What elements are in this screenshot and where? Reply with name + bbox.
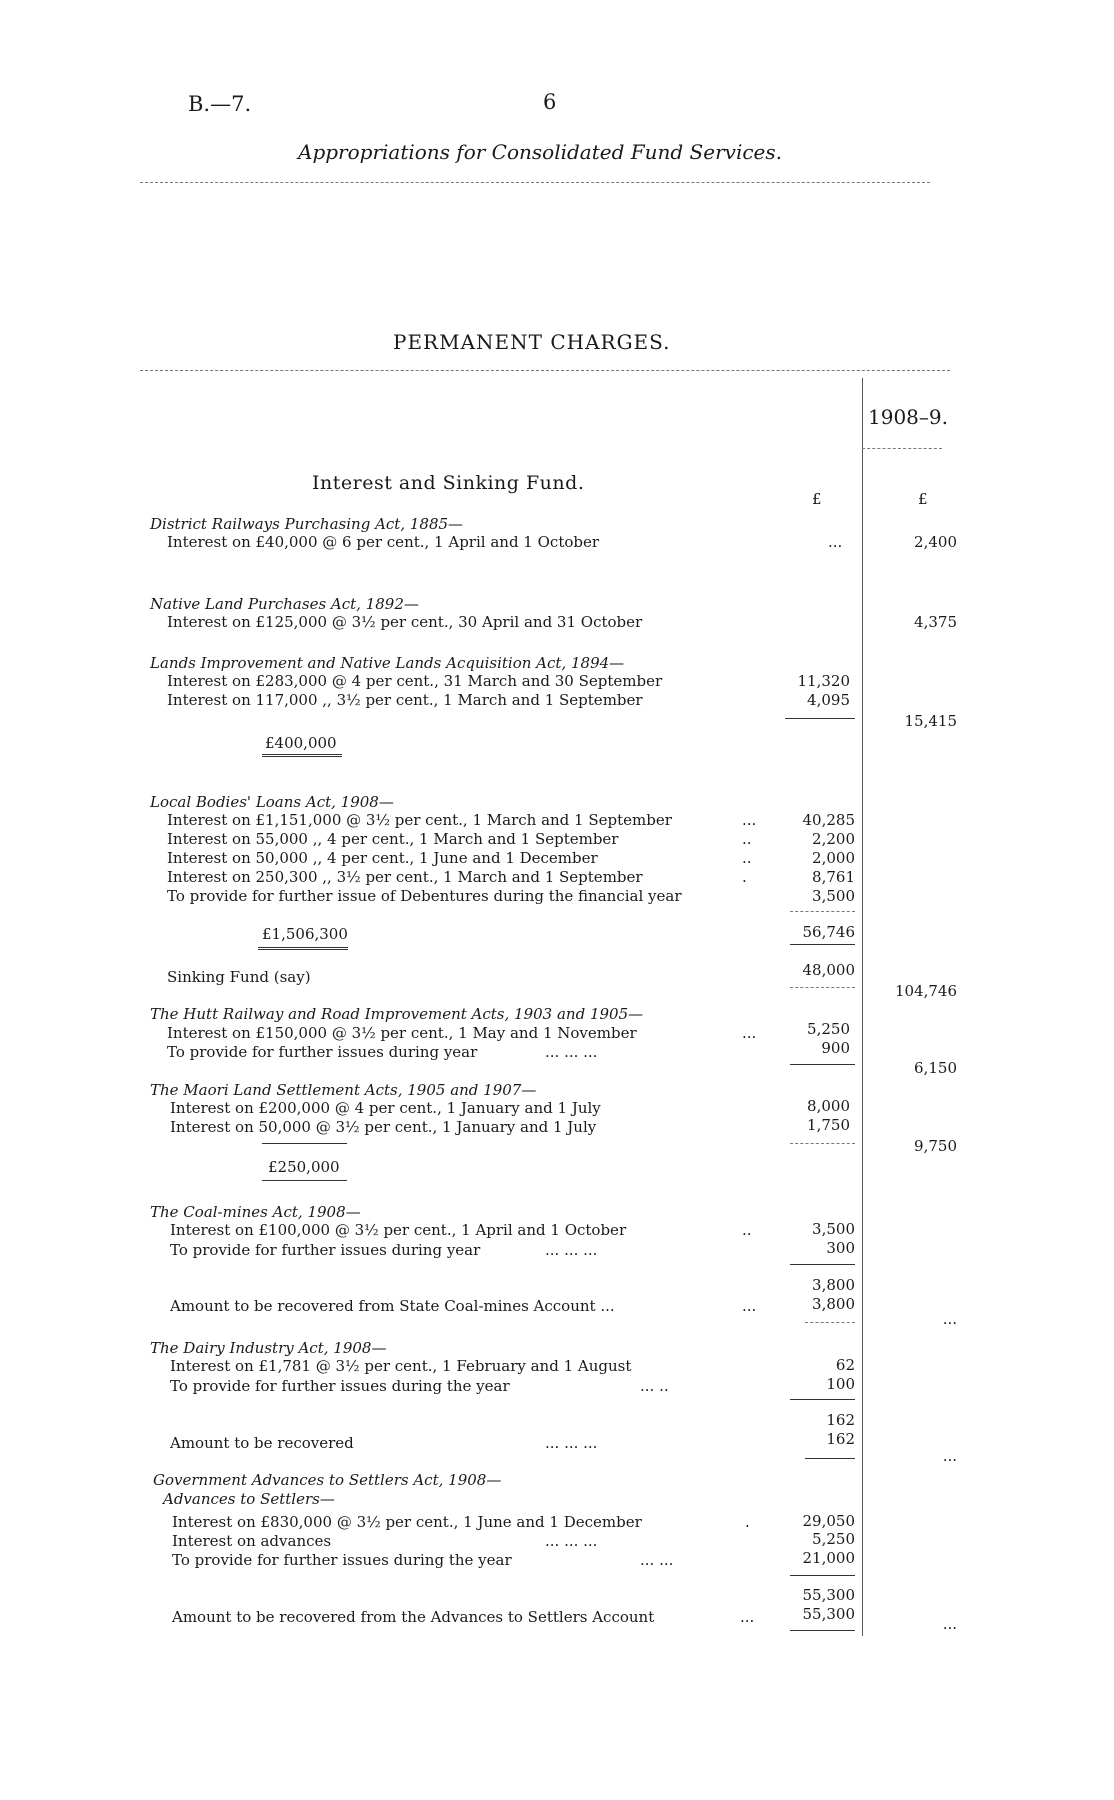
column-divider	[862, 378, 863, 1636]
s9-line-3: To provide for further issues during the year	[172, 1551, 512, 1569]
s7-subtotal: 3,800	[812, 1276, 855, 1294]
s1-title: District Railways Purchasing Act, 1885—	[150, 515, 464, 533]
s7-dots-1: ..	[742, 1221, 752, 1239]
s4-sum-rule	[258, 947, 348, 953]
s9-recovered: Amount to be recovered from the Advances to Settlers Account	[172, 1608, 655, 1626]
s8-recovered-dots: ... ... ...	[545, 1434, 598, 1452]
s6-amount-1: 8,000	[807, 1097, 850, 1115]
s4-total: 104,746	[894, 982, 957, 1000]
currency-left: £	[812, 490, 822, 508]
s8-recovered: Amount to be recovered	[170, 1434, 354, 1452]
s9-dots-3: ... ...	[640, 1551, 674, 1569]
s8-title: The Dairy Industry Act, 1908—	[150, 1339, 387, 1357]
s9-amount-3: 21,000	[802, 1549, 855, 1567]
s8-line-1: Interest on £1,781 @ 3½ per cent., 1 February and 1 August	[170, 1357, 632, 1375]
heading-rule	[140, 370, 950, 371]
s3-rule	[785, 718, 855, 719]
s9-rule	[790, 1575, 855, 1576]
s2-line: Interest on £125,000 @ 3½ per cent., 30 April and 31 October	[167, 613, 643, 631]
s9-amount-2: 5,250	[812, 1530, 855, 1548]
s6-total: 9,750	[914, 1137, 957, 1155]
s8-subtotal: 162	[826, 1411, 855, 1429]
s3-amount-1: 11,320	[797, 672, 850, 690]
s7-line-2: To provide for further issues during year	[170, 1241, 481, 1259]
s4-dots-4: .	[742, 868, 747, 886]
s4-amount-2: 2,200	[812, 830, 855, 848]
s8-recovered-amount: 162	[826, 1430, 855, 1448]
s4-sinking-amount: 48,000	[802, 961, 855, 979]
s9-title: Government Advances to Settlers Act, 1908—	[153, 1471, 502, 1489]
s7-recovered-dots: ...	[742, 1297, 757, 1315]
s4-rule	[790, 911, 855, 912]
s4-dots-2: ..	[742, 830, 752, 848]
s2-total: 4,375	[914, 613, 957, 631]
s5-rule	[790, 1064, 855, 1065]
s4-line-1: Interest on £1,151,000 @ 3½ per cent., 1 March and 1 September	[167, 811, 672, 829]
s4-line-2: Interest on 55,000 ,, 4 per cent., 1 March and 1 September	[167, 830, 619, 848]
s9-dots-2: ... ... ...	[545, 1532, 598, 1550]
s9-subtitle: Advances to Settlers—	[163, 1490, 335, 1508]
s4-dots-3: ..	[742, 849, 752, 867]
s9-line-1: Interest on £830,000 @ 3½ per cent., 1 June and 1 December	[172, 1513, 642, 1531]
s7-recovered-rule	[805, 1322, 855, 1323]
s7-recovered: Amount to be recovered from State Coal-mines Account ...	[170, 1297, 615, 1315]
s9-recovered-dots: ...	[740, 1608, 755, 1626]
s5-dots-2: ... ... ...	[545, 1043, 598, 1061]
s2-title: Native Land Purchases Act, 1892—	[150, 595, 419, 613]
s4-line-5: To provide for further issue of Debentures during the financial year	[167, 887, 682, 905]
s3-total: 15,415	[904, 712, 957, 730]
s4-sinking-fund: Sinking Fund (say)	[167, 968, 311, 986]
s4-subtotal: 56,746	[802, 923, 855, 941]
page-title: Appropriations for Consolidated Fund Services.	[298, 140, 783, 164]
s8-amount-1: 62	[835, 1356, 855, 1374]
s7-amount-2: 300	[826, 1239, 855, 1257]
year-rule	[862, 448, 942, 449]
s8-amount-2: 100	[826, 1375, 855, 1393]
s4-amount-1: 40,285	[802, 811, 855, 829]
s3-line-1: Interest on £283,000 @ 4 per cent., 31 March and 30 September	[167, 672, 663, 690]
s6-sum-top-rule	[262, 1143, 347, 1144]
s4-line-3: Interest on 50,000 ,, 4 per cent., 1 June and 1 December	[167, 849, 598, 867]
document-reference: B.—7.	[188, 92, 252, 116]
s5-title: The Hutt Railway and Road Improvement Acts, 1903 and 1905—	[150, 1005, 644, 1023]
s7-total: ...	[942, 1310, 957, 1328]
s7-title: The Coal-mines Act, 1908—	[150, 1203, 361, 1221]
s5-line-1: Interest on £150,000 @ 3½ per cent., 1 May and 1 November	[167, 1024, 637, 1042]
s8-line-2: To provide for further issues during the year	[170, 1377, 510, 1395]
s1-dots: ...	[828, 533, 843, 551]
s6-title: The Maori Land Settlement Acts, 1905 and 1907—	[150, 1081, 537, 1099]
s4-sinking-rule	[790, 987, 855, 988]
s5-dots-1: ...	[742, 1024, 757, 1042]
s1-total: 2,400	[914, 533, 957, 551]
s6-rule	[790, 1143, 855, 1144]
s9-line-2: Interest on advances	[172, 1532, 332, 1550]
s9-recovered-amount: 55,300	[802, 1605, 855, 1623]
s7-recovered-amount: 3,800	[812, 1295, 855, 1313]
s3-title: Lands Improvement and Native Lands Acquisition Act, 1894—	[150, 654, 625, 672]
s5-amount-2: 900	[821, 1039, 850, 1057]
s5-total: 6,150	[914, 1059, 957, 1077]
header-rule	[140, 182, 930, 183]
s4-amount-3: 2,000	[812, 849, 855, 867]
section-heading: PERMANENT CHARGES.	[393, 330, 671, 354]
s6-line-2: Interest on 50,000 @ 3½ per cent., 1 January and 1 July	[170, 1118, 597, 1136]
s9-dots-1: .	[745, 1513, 750, 1531]
s5-line-2: To provide for further issues during year	[167, 1043, 478, 1061]
s6-sum-rule	[262, 1180, 347, 1181]
s4-amount-4: 8,761	[812, 868, 855, 886]
s8-rule	[790, 1399, 855, 1400]
s9-recovered-rule	[790, 1630, 855, 1631]
s3-sum-rule	[262, 754, 342, 760]
currency-right: £	[918, 490, 928, 508]
s9-subtotal: 55,300	[802, 1586, 855, 1604]
s4-sum: £1,506,300	[262, 925, 348, 943]
s9-amount-1: 29,050	[802, 1512, 855, 1530]
s5-amount-1: 5,250	[807, 1020, 850, 1038]
s3-line-2: Interest on 117,000 ,, 3½ per cent., 1 March and 1 September	[167, 691, 643, 709]
page-number: 6	[543, 90, 557, 114]
s4-title: Local Bodies' Loans Act, 1908—	[150, 793, 394, 811]
s6-amount-2: 1,750	[807, 1116, 850, 1134]
s9-total: ...	[942, 1615, 957, 1633]
s1-line: Interest on £40,000 @ 6 per cent., 1 April and 1 October	[167, 533, 600, 551]
year-column-heading: 1908–9.	[868, 405, 948, 429]
s8-recovered-rule	[805, 1458, 855, 1459]
s7-line-1: Interest on £100,000 @ 3½ per cent., 1 April and 1 October	[170, 1221, 627, 1239]
subheading: Interest and Sinking Fund.	[312, 472, 585, 494]
s8-total: ...	[942, 1447, 957, 1465]
s7-rule	[790, 1264, 855, 1265]
s7-dots-2: ... ... ...	[545, 1241, 598, 1259]
s4-subtotal-rule	[790, 944, 855, 945]
s6-sum: £250,000	[268, 1158, 340, 1176]
s4-amount-5: 3,500	[812, 887, 855, 905]
s4-dots-1: ...	[742, 811, 757, 829]
s4-line-4: Interest on 250,300 ,, 3½ per cent., 1 March and 1 September	[167, 868, 643, 886]
s8-dots-2: ... ..	[640, 1377, 669, 1395]
s3-amount-2: 4,095	[807, 691, 850, 709]
s6-line-1: Interest on £200,000 @ 4 per cent., 1 January and 1 July	[170, 1099, 601, 1117]
s3-sum: £400,000	[265, 734, 337, 752]
s7-amount-1: 3,500	[812, 1220, 855, 1238]
